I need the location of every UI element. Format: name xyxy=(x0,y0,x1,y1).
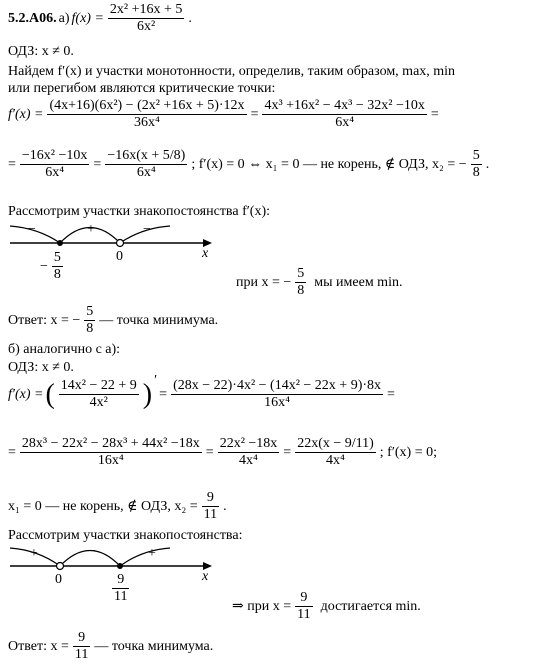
b-odz: ОДЗ: x ≠ 0. xyxy=(8,360,74,375)
function-fraction: $\frac{\text{2x² +16x + 5}}{\text{6x²}}$ xyxy=(109,2,183,34)
b-sign-3: + xyxy=(148,546,156,561)
b-signs-title: Рассмотрим участки знакопостоянства: xyxy=(8,528,243,543)
b-simplify-line: = $\frac{\text{28x³ − 22x² − 28x³ + 44x² −18x}}{\text{16x⁴}}$ = $\frac{\text{22x² −18x}}{\text{4x⁴}}$ = $\frac{22x(x - 9/11)}{\text{4x⁴}}$ ; f′(x) = 0; xyxy=(8,436,438,468)
a-conclusion: при x = − $\frac{5}{8}$ мы имеем min. xyxy=(236,266,403,298)
b-sign-1: + xyxy=(30,546,38,561)
a-point-filled xyxy=(57,240,63,246)
a-derivative-frac1: $\frac{\text{(4x+16)(6x²) − (2x² +16x + 5)·12x}}{\text{36x⁴}}$ xyxy=(49,98,245,130)
a-simplify-line: = $\frac{\text{−16x² −10x}}{\text{6x⁴}}$ = $\frac{-16x(x + 5/8)}{\text{6x⁴}}$ ; f′(x) = 0 ⇔ x₁ = 0 — не корень, ∉ ОДЗ, x₂ = − $\frac{5}{8}$ . xyxy=(8,148,490,180)
function-lhs: f(x) = xyxy=(71,10,104,26)
a-axis-label: x xyxy=(202,246,209,261)
a-sign-3: − xyxy=(143,222,151,237)
a-derivative-frac2: $\frac{\text{4x³ +16x² − 4x³ − 32x² −10x}}{\text{6x⁴}}$ xyxy=(264,98,425,130)
a-point-open xyxy=(117,240,124,247)
a-text-line2: или перегибом являются критические точки: xyxy=(8,81,276,96)
a-point2-label: 0 xyxy=(116,249,123,264)
a-sign-2: + xyxy=(87,222,95,237)
b-derivative-inner-frac: $\frac{\text{14x² − 22 + 9}}{\text{4x²}}$ xyxy=(60,378,137,410)
a-sign-1: − xyxy=(28,222,36,237)
b-arc-right xyxy=(120,548,170,566)
a-simplify-frac2: $\frac{-16x(x + 5/8)}{\text{6x⁴}}$ xyxy=(107,148,186,180)
b-point1-label: 0 xyxy=(55,572,62,587)
b-derivative-frac2: $\frac{\text{(28x − 22)·4x² − (14x² − 22x + 9)·8x}}{\text{16x⁴}}$ xyxy=(173,378,382,410)
problem-number: 5.2.А06. xyxy=(8,10,57,26)
a-answer: Ответ: x = − $\frac{5}{8}$ — точка минимума. xyxy=(8,304,219,336)
a-point1-label: − $\frac{5}{8}$ xyxy=(40,250,61,282)
b-point-open xyxy=(57,563,64,570)
b-sign-2: − xyxy=(88,544,96,559)
b-intro: б) аналогично с а): xyxy=(8,342,121,357)
part-a-label: а) xyxy=(58,10,70,26)
a-odz: ОДЗ: x ≠ 0. xyxy=(8,44,74,59)
problem-header: 5.2.А06. а) f(x) = $\frac{\text{2x² +16x + 5}}{\text{6x²}}$ . xyxy=(8,2,192,34)
a-signs-title: Рассмотрим участки знакопостоянства f′(x): xyxy=(8,204,271,219)
b-point2-label: $\frac{9}{11}$ xyxy=(114,572,128,604)
b-derivative-line: f′(x) = ( $\frac{\text{14x² − 22 + 9}}{\text{4x²}}$ ) ′ = $\frac{\text{(28x − 22)·4x² − (14x² − 22x + 9)·8x}}{\text{16x⁴}}$ = xyxy=(8,372,395,410)
a-text-line1: Найдем f′(x) и участки монотонности, определив, таким образом, max, min xyxy=(8,64,456,79)
b-point-filled xyxy=(117,563,123,569)
b-conclusion: ⇒ при x = $\frac{9}{11}$ достигается min. xyxy=(232,590,421,622)
b-axis-label: x xyxy=(202,569,209,584)
b-answer: Ответ: x = $\frac{9}{11}$ — точка минимума. xyxy=(8,630,214,662)
a-x2-frac: $\frac{5}{8}$ xyxy=(472,148,480,180)
a-simplify-frac1: $\frac{\text{−16x² −10x}}{\text{6x⁴}}$ xyxy=(21,148,88,180)
a-derivative-line: f′(x) = $\frac{\text{(4x+16)(6x²) − (2x² +16x + 5)·12x}}{\text{36x⁴}}$ = $\frac{\text{4x³ +16x² − 4x³ − 32x² −10x}}{\text{6x⁴}}$ = xyxy=(8,98,439,130)
b-roots: x₁ = 0 — не корень, ∉ ОДЗ, x₂ = $\frac{9}{11}$ . xyxy=(8,490,227,522)
